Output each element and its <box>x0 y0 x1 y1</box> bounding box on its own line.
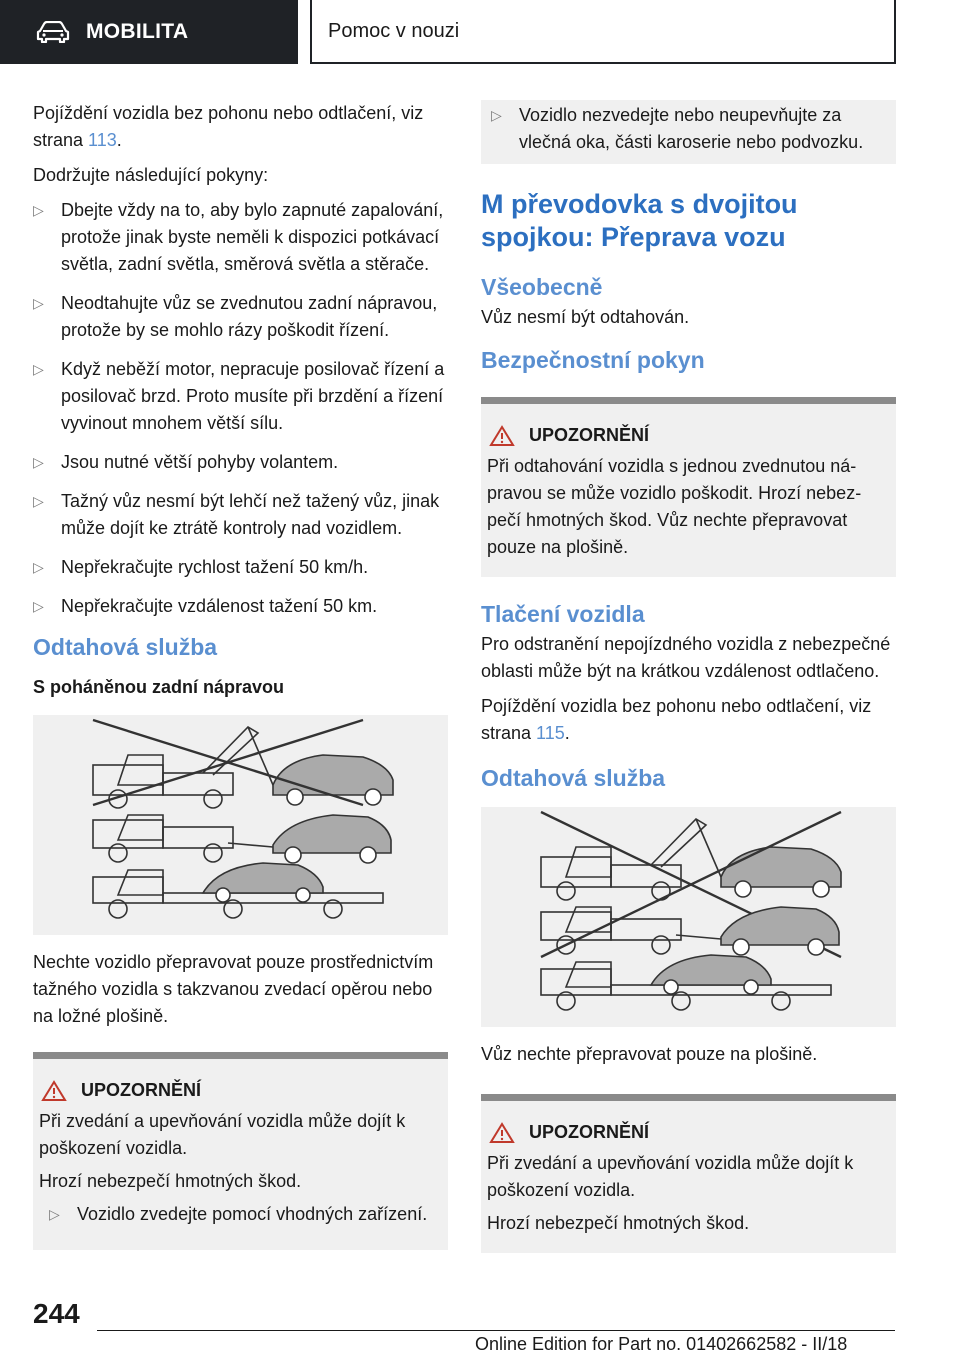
list-item-text: Vozidlo zvedejte pomocí vhodných zařízení. <box>77 1204 428 1224</box>
warning-box <box>481 1094 896 1253</box>
list-item-text: Jsou nutné větší pohyby volantem. <box>61 452 339 472</box>
towing-illustration <box>481 807 896 1027</box>
general-heading: Všeobecně <box>481 274 603 300</box>
section-tab <box>0 0 298 64</box>
triangle-bullet-icon: ▷ <box>33 598 44 614</box>
warning-text: Při odtahování vozidla s jednou zvednutou nápravou se může vozidlo poškodit. Hrozí nebezpečí hmotných škod. Vůz nechte přepravovat pouze na plošině. <box>487 456 862 557</box>
warning-text: Při zvedání a upevňování vozidla může dojít k poškození vozidla. <box>39 1111 406 1158</box>
list-item-text: Neodtahujte vůz se zvednutou zadní nápravou, protože by se mohlo rázy poškodit řízení. <box>61 293 438 340</box>
triangle-bullet-icon: ▷ <box>33 559 44 575</box>
triangle-bullet-icon: ▷ <box>491 107 502 123</box>
triangle-bullet-icon: ▷ <box>33 202 44 218</box>
warning-title <box>39 1077 434 1104</box>
warning-title-text: UPOZORNĚNÍ <box>81 1080 202 1100</box>
page-link-115[interactable]: 115 <box>536 723 565 743</box>
intro-paragraph <box>33 100 448 154</box>
follow-text: Dodržujte následující pokyny: <box>33 165 269 185</box>
warning-box <box>33 1052 448 1250</box>
triangle-bullet-icon: ▷ <box>33 361 44 377</box>
edition-text: Online Edition for Part no. 01402662582 - II/18 <box>475 1334 848 1354</box>
list-item <box>33 593 448 620</box>
tow-text: Vůz nechte přepravovat pouze na plošině. <box>481 1044 818 1064</box>
list-item <box>33 197 448 278</box>
warning-title <box>487 422 882 449</box>
safety-heading: Bezpečnostní pokyn <box>481 347 705 373</box>
instruction-list <box>33 197 448 620</box>
subsection-tab <box>310 0 896 64</box>
list-item <box>33 488 448 542</box>
warning-text: Hrozí nebezpečí hmotných škod. <box>487 1213 750 1233</box>
warning-list <box>39 1201 434 1228</box>
push-text2: Pojíždění vozidla bez pohonu nebo odtlačení, viz strana <box>481 696 872 743</box>
car-icon <box>36 21 70 43</box>
tow-text: Nechte vozidlo přepravovat pouze prostřednictvím tažného vozidla s takzvanou zvedací opěrou nebo na ložné plošině. <box>33 952 434 1026</box>
list-item-text: Tažný vůz nesmí být lehčí než tažený vůz, jinak může dojít ke ztrátě kontroly nad vozidlem. <box>61 491 440 538</box>
tow-truck-illustration <box>481 807 896 1027</box>
triangle-bullet-icon: ▷ <box>33 493 44 509</box>
warning-text: Při zvedání a upevňování vozidla může dojít k poškození vozidla. <box>487 1153 854 1200</box>
list-item-text: Dbejte vždy na to, aby bylo zapnuté zapalování, protože jinak byste neměli k dispozici potkávací světla, zadní světla, směrová světla a stěrače. <box>61 200 444 274</box>
push-paragraph <box>481 693 896 747</box>
list-item-text: Nepřekračujte rychlost tažení 50 km/h. <box>61 557 369 577</box>
list-item <box>33 356 448 437</box>
warning-box <box>481 397 896 577</box>
push-text: Pro odstranění nepojízdného vozidla z nebezpečné oblasti může být na krátkou vzdálenost odtlačeno. <box>481 634 891 681</box>
list-item-text: Nepřekračujte vzdálenost tažení 50 km. <box>61 596 378 616</box>
subsection-title: Pomoc v nouzi <box>328 19 460 42</box>
intro-end: . <box>116 130 122 150</box>
push-heading: Tlačení vozidla <box>481 601 645 627</box>
warning-title-text: UPOZORNĚNÍ <box>529 425 650 445</box>
left-column <box>33 100 448 1272</box>
tow-service-heading: Odtahová služba <box>481 765 666 791</box>
list-item <box>33 554 448 581</box>
warning-title <box>487 1119 882 1146</box>
warning-title-text: UPOZORNĚNÍ <box>529 1122 650 1142</box>
page-number: 244 <box>33 1298 80 1329</box>
intro-text: Pojíždění vozidla bez pohonu nebo odtlačení, viz strana <box>33 103 424 150</box>
footer-divider <box>97 1330 895 1331</box>
list-item-text: Vozidlo nezvedejte nebo neupevňujte za vlečná oka, části karoserie nebo podvozku. <box>519 105 864 152</box>
page-header <box>0 0 960 66</box>
warning-triangle-icon <box>41 1080 67 1102</box>
section-title: MOBILITA <box>86 20 189 43</box>
list-item <box>49 1201 434 1228</box>
push-end: . <box>564 723 570 743</box>
list-item <box>33 449 448 476</box>
continued-warning-box <box>481 100 896 164</box>
triangle-bullet-icon: ▷ <box>33 295 44 311</box>
towing-illustration <box>33 715 448 935</box>
general-text: Vůz nesmí být odtahován. <box>481 307 690 327</box>
rear-axle-subheading: S poháněnou zadní nápravou <box>33 677 285 697</box>
warning-triangle-icon <box>489 425 515 447</box>
right-column <box>481 100 896 1275</box>
list-item-text: Když neběží motor, nepracuje posilovač řízení a posilovač brzd. Proto musíte při brzdění a řízení vyvinout mnohem větší sílu. <box>61 359 445 433</box>
warning-triangle-icon <box>489 1122 515 1144</box>
continued-list <box>491 102 886 156</box>
page-link-113[interactable]: 113 <box>88 130 117 150</box>
triangle-bullet-icon: ▷ <box>49 1206 60 1222</box>
main-heading: M převodovka s dvojitou spojkou: Přeprava vozu <box>481 189 798 252</box>
list-item <box>33 290 448 344</box>
tow-truck-illustration <box>33 715 448 935</box>
warning-text: Hrozí nebezpečí hmotných škod. <box>39 1171 302 1191</box>
list-item <box>491 102 886 156</box>
tow-service-heading: Odtahová služba <box>33 634 218 660</box>
triangle-bullet-icon: ▷ <box>33 454 44 470</box>
